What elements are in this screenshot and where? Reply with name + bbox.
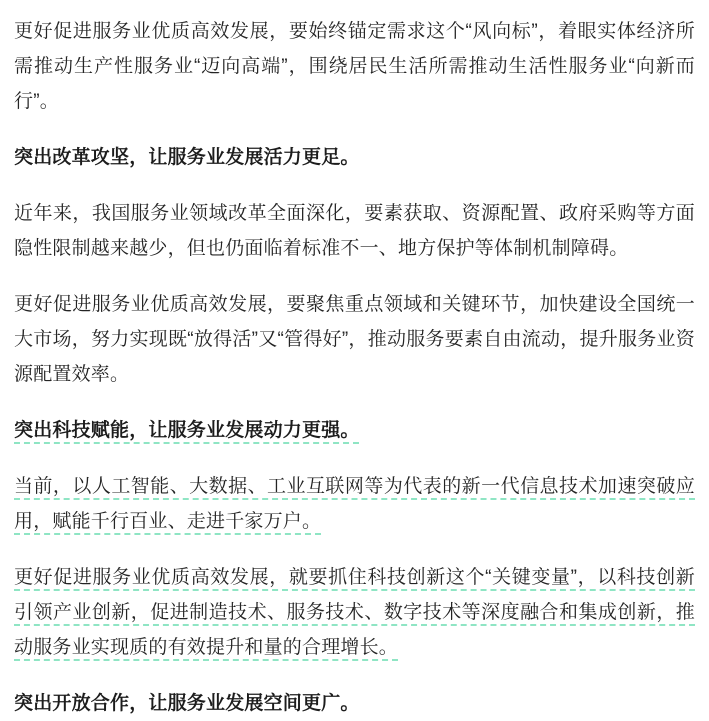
section-heading-cooperation: 突出开放合作，让服务业发展空间更广。 [14,693,360,714]
article-paragraph-annotated[interactable]: 更好促进服务业优质高效发展，就要抓住科技创新这个“关键变量”，以科技创新引领产业创新，促进制造技术、服务技术、数字技术等深度融合和集成创新，推动服务业实现质的有效提升和量的合理增长。 [14,567,695,658]
article-paragraph: 更好促进服务业优质高效发展，要始终锚定需求这个“风向标”，着眼实体经济所需推动生产性服务业“迈向高端”，围绕居民生活所需推动生活性服务业“向新而行”。 [14,21,695,112]
article-paragraph-annotated[interactable]: 当前，以人工智能、大数据、工业互联网等为代表的新一代信息技术加速突破应用，赋能千行百业、走进千家万户。 [14,476,695,532]
article-body [14,14,695,721]
section-heading-technology-annotated[interactable]: 突出科技赋能，让服务业发展动力更强。 [14,420,360,441]
article-paragraph: 近年来，我国服务业领域改革全面深化，要素获取、资源配置、政府采购等方面隐性限制越来越少，但也仍面临着标准不一、地方保护等体制机制障碍。 [14,203,695,259]
section-heading-reform: 突出改革攻坚，让服务业发展活力更足。 [14,147,360,168]
article-paragraph: 更好促进服务业优质高效发展，要聚焦重点领域和关键环节，加快建设全国统一大市场，努力实现既“放得活”又“管得好”，推动服务要素自由流动，提升服务业资源配置效率。 [14,294,695,385]
